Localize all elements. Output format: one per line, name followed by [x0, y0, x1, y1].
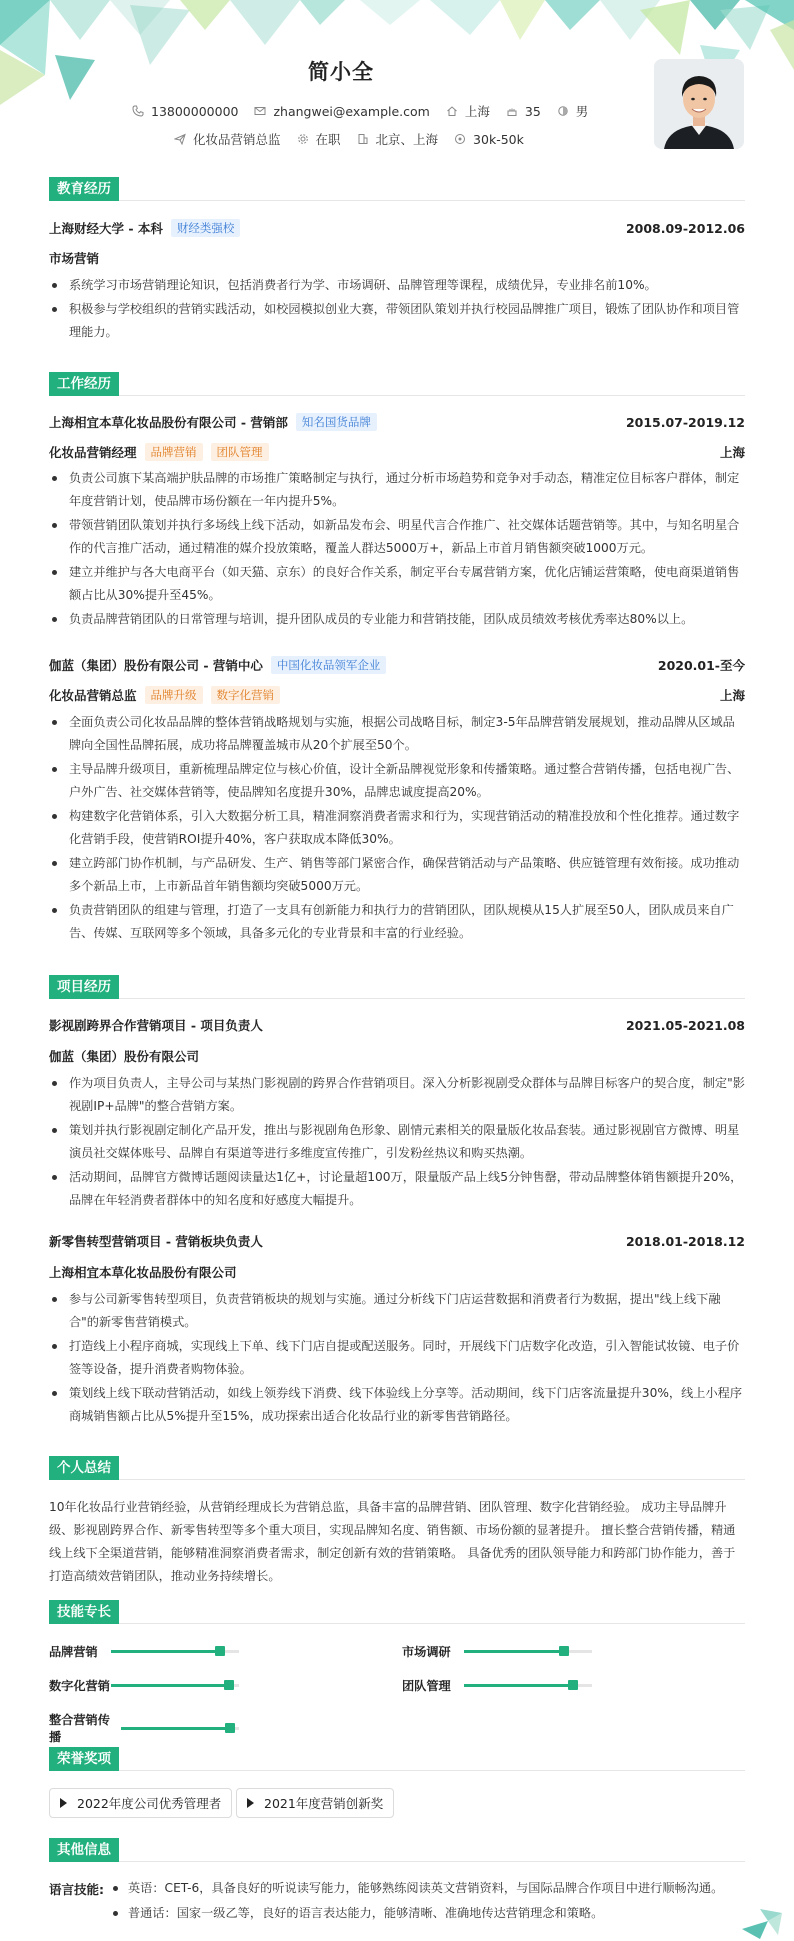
email-value: zhangwei@example.com: [273, 103, 430, 119]
position-item: [174, 130, 281, 148]
email-item: [254, 104, 429, 119]
list-item: 建立跨部门协作机制，与产品研发、生产、销售等部门紧密合作，确保营销活动与产品策略、供应链管理有效衔接。成功推动多个新品上市，上市新品首年销售额均突破5000万元。: [49, 852, 745, 898]
work-location: 上海: [719, 445, 745, 460]
skill-fill: [464, 1650, 564, 1653]
work-dates: 2020.01-至今: [657, 658, 745, 673]
school-tag: 财经类强校: [171, 219, 241, 237]
project-title: 影视剧跨界合作营销项目 - 项目负责人: [49, 1018, 263, 1033]
salary-item: [454, 132, 524, 147]
age-value: 35: [524, 103, 541, 119]
work-bullets: [49, 711, 745, 946]
list-item: 构建数字化营销体系，引入大数据分析工具，精准洞察消费者需求和行为，实现营销活动的精准投放和个性化推荐。通过数字化营销手段，使营销ROI提升40%，客户获取成本降低30%。: [49, 805, 745, 851]
skill-name: 数字化营销: [49, 1679, 110, 1693]
skill-row: [402, 1677, 592, 1694]
candidate-name: 简小全: [308, 60, 374, 84]
skill-row: [49, 1677, 239, 1694]
phone-item: [132, 104, 238, 119]
project-entry-head: [49, 1232, 745, 1250]
skill-knob: [225, 1723, 235, 1733]
city-item: [446, 102, 490, 120]
corner-decoration: [734, 1891, 794, 1941]
status-value: 在职: [315, 132, 341, 147]
work-role-row: [49, 686, 745, 704]
skill-bar: [111, 1650, 239, 1653]
major: 市场营销: [49, 251, 100, 266]
skill-fill: [464, 1684, 573, 1687]
contact-row: [132, 102, 604, 120]
skill-row: [402, 1643, 592, 1660]
company-tag: 知名国货品牌: [296, 413, 377, 431]
education-bullets: [49, 274, 745, 345]
skill-knob: [224, 1680, 234, 1690]
list-item: 全面负责公司化妆品品牌的整体营销战略规划与实施，根据公司战略目标，制定3-5年品牌营销发展规划，推动品牌从区域品牌向全国性品牌拓展，成功将品牌覆盖城市从20个扩展至50个。: [49, 711, 745, 757]
project-company: 伽蓝（集团）股份有限公司: [49, 1049, 200, 1064]
status-item: [297, 130, 341, 148]
project-entry-head: [49, 1016, 745, 1034]
project-bullets: [49, 1288, 745, 1429]
list-item: 打造线上小程序商城，实现线上下单、线下门店自提或配送服务。同时，开展线下门店数字化改造，引入智能试妆镜、电子价签等设备，提升消费者购物体验。: [49, 1335, 745, 1381]
email-icon: [254, 105, 266, 117]
skill-bar: [111, 1684, 239, 1687]
list-item: 系统学习市场营销理论知识，包括消费者行为学、市场调研、品牌管理等课程，成绩优异，专业排名前10%。: [49, 274, 745, 297]
home-icon: [446, 105, 458, 117]
gender-icon: [557, 105, 569, 117]
project-bullets: [49, 1072, 745, 1213]
project-dates: 2018.01-2018.12: [625, 1233, 745, 1249]
skill-name: 整合营销传播: [49, 1713, 110, 1744]
age-item: [506, 104, 541, 119]
projects-section-title: 项目经历: [49, 975, 119, 999]
project-company-row: [49, 1047, 745, 1065]
skill-tag: 品牌升级: [145, 686, 203, 704]
building-icon: [357, 133, 369, 145]
list-item: 积极参与学校组织的营销实践活动，如校园模拟创业大赛，带领团队策划并执行校园品牌推广项目，锻炼了团队协作和项目管理能力。: [49, 298, 745, 344]
skill-row: [49, 1643, 239, 1660]
summary-section-header: [49, 1456, 745, 1480]
language-list: [110, 1876, 750, 1926]
award-item: [49, 1788, 232, 1818]
salary-icon: [454, 133, 466, 145]
list-item: 参与公司新零售转型项目，负责营销板块的规划与实施。通过分析线下门店运营数据和消费者行为数据，提出"线上线下融合"的新零售营销模式。: [49, 1288, 745, 1334]
play-triangle-icon: [247, 1798, 254, 1808]
skill-name: 品牌营销: [49, 1645, 98, 1659]
education-dates: 2008.09-2012.06: [625, 220, 745, 236]
work-entry-head: [49, 656, 745, 674]
company-tag: 中国化妆品领军企业: [271, 656, 387, 674]
gender-item: [557, 102, 589, 120]
work-entry-head: [49, 413, 745, 431]
list-item: 策划并执行影视剧定制化产品开发，推出与影视剧角色形象、剧情元素相关的限量版化妆品套装。通过影视剧官方微博、明星演员社交媒体账号、品牌自有渠道等进行多维度宣传推广，引发粉丝热议和购买热潮。: [49, 1119, 745, 1165]
list-item: 负责品牌营销团队的日常管理与培训，提升团队成员的专业能力和营销技能，团队成员绩效考核优秀率达80%以上。: [49, 608, 745, 631]
intent-row: [174, 130, 540, 148]
work-section-title: 工作经历: [49, 372, 119, 396]
projects-section-header: [49, 975, 745, 999]
award-item: [236, 1788, 394, 1818]
other-section-header: [49, 1838, 745, 1862]
list-item: 普通话：国家一级乙等，良好的语言表达能力，能够清晰、准确地传达营销理念和策略。: [110, 1901, 750, 1926]
phone-icon: [132, 105, 144, 117]
status-gear-icon: [297, 133, 309, 145]
skill-name: 团队管理: [402, 1679, 451, 1693]
list-item: 负责营销团队的组建与管理，打造了一支具有创新能力和执行力的营销团队，团队规模从15人扩展至50人，团队成员来自广告、传媒、互联网等多个领域，具备多元化的专业背景和丰富的行业经验。: [49, 899, 745, 945]
language-label: 语言技能:: [49, 1882, 104, 1897]
list-item: 英语：CET-6，具备良好的听说读写能力，能够熟练阅读英文营销资料，与国际品牌合作项目中进行顺畅沟通。: [110, 1876, 750, 1901]
list-item: 作为项目负责人，主导公司与某热门影视剧的跨界合作营销项目。深入分析影视剧受众群体与品牌目标客户的契合度，制定"影视剧IP+品牌"的整合营销方案。: [49, 1072, 745, 1118]
work-dates: 2015.07-2019.12: [625, 414, 745, 430]
skill-fill: [111, 1684, 229, 1687]
send-icon: [174, 133, 186, 145]
skill-row: [49, 1711, 239, 1745]
skill-knob: [568, 1680, 578, 1690]
project-title: 新零售转型营销项目 - 营销板块负责人: [49, 1234, 263, 1249]
summary-text: 10年化妆品行业营销经验，从营销经理成长为营销总监，具备丰富的品牌营销、团队管理、数字化营销经验。 成功主导品牌升级、影视剧跨界合作、新零售转型等多个重大项目，实现品牌知名度、销售额、市场份额的显著提升。 擅长整合营销传播，精通线上线下全渠道营销，能够精准洞察消费者需求，制定创新有效的营销策略。 具备优秀的团队领导能力和跨部门协作能力，善于打造高绩效营销团队，推动业务持续增长。: [49, 1500, 736, 1583]
play-triangle-icon: [60, 1798, 67, 1808]
list-item: 带领营销团队策划并执行多场线上线下活动，如新品发布会、明星代言合作推广、社交媒体话题营销等。其中，与知名明星合作的代言推广活动，通过精准的媒介投放策略，覆盖人群达5000万+，新品上市首月销售额突破1000万元。: [49, 514, 745, 560]
skill-fill: [121, 1727, 230, 1730]
award-label: 2021年度营销创新奖: [264, 1796, 384, 1811]
skill-knob: [559, 1646, 569, 1656]
skills-section-header: [49, 1600, 745, 1624]
salary-value: 30k-50k: [473, 131, 524, 147]
work-bullets: [49, 467, 745, 632]
phone-value: 13800000000: [151, 103, 239, 119]
education-section-header: [49, 177, 745, 201]
skill-fill: [111, 1650, 220, 1653]
list-item: 策划线上线下联动营销活动，如线上领券线下消费、线下体验线上分享等。活动期间，线下门店客流量提升30%，线上小程序商城销售额占比从5%提升至15%，成功探索出适合化妆品行业的新零售营销路径。: [49, 1382, 745, 1428]
list-item: 建立并维护与各大电商平台（如天猫、京东）的良好合作关系，制定平台专属营销方案，优化店铺运营策略，使电商渠道销售额占比从30%提升至45%。: [49, 561, 745, 607]
cake-icon: [506, 105, 518, 117]
summary-section-title: 个人总结: [49, 1456, 119, 1480]
avatar: [654, 59, 744, 149]
role: 化妆品营销总监: [49, 688, 137, 703]
education-entry-head: [49, 219, 745, 237]
work-location: 上海: [719, 688, 745, 703]
education-section-title: 教育经历: [49, 177, 119, 201]
awards-section-header: [49, 1747, 745, 1771]
project-company: 上海相宜本草化妆品股份有限公司: [49, 1265, 237, 1280]
skill-tag: 数字化营销: [211, 686, 281, 704]
other-section-title: 其他信息: [49, 1838, 119, 1862]
skill-tag: 品牌营销: [145, 443, 203, 461]
skill-tag: 团队管理: [211, 443, 269, 461]
awards-section-title: 荣誉奖项: [49, 1747, 119, 1771]
skill-bar: [464, 1684, 592, 1687]
education-major-row: [49, 249, 745, 267]
list-item: 负责公司旗下某高端护肤品牌的市场推广策略制定与执行，通过分析市场趋势和竞争对手动态，精准定位目标客户群体，制定年度营销计划，使品牌市场份额在一年内提升5%。: [49, 467, 745, 513]
skills-section-title: 技能专长: [49, 1600, 119, 1624]
company-name: 上海相宜本草化妆品股份有限公司 - 营销部: [49, 415, 288, 430]
project-company-row: [49, 1263, 745, 1281]
avatar-portrait: [654, 59, 744, 149]
work-section-header: [49, 372, 745, 396]
locations-value: 北京、上海: [375, 132, 439, 147]
project-dates: 2021.05-2021.08: [625, 1017, 745, 1033]
skill-bar: [121, 1727, 239, 1730]
locations-item: [357, 130, 439, 148]
list-item: 主导品牌升级项目，重新梳理品牌定位与核心价值，设计全新品牌视觉形象和传播策略。通过整合营销传播，包括电视广告、户外广告、社交媒体营销等，使品牌知名度提升30%，品牌忠诚度提高20%。: [49, 758, 745, 804]
company-name: 伽蓝（集团）股份有限公司 - 营销中心: [49, 658, 263, 673]
skill-knob: [215, 1646, 225, 1656]
skill-bar: [464, 1650, 592, 1653]
work-role-row: [49, 443, 745, 461]
gender-value: 男: [575, 104, 589, 119]
award-label: 2022年度公司优秀管理者: [77, 1796, 222, 1811]
role: 化妆品营销经理: [49, 445, 137, 460]
city-value: 上海: [464, 104, 490, 119]
school-name: 上海财经大学 - 本科: [49, 221, 163, 236]
list-item: 活动期间，品牌官方微博话题阅读量达1亿+，讨论量超100万，限量版产品上线5分钟售罄，带动品牌整体销售额提升20%，品牌在年轻消费者群体中的知名度和好感度大幅提升。: [49, 1166, 745, 1212]
position-value: 化妆品营销总监: [193, 132, 281, 147]
skill-name: 市场调研: [402, 1645, 451, 1659]
